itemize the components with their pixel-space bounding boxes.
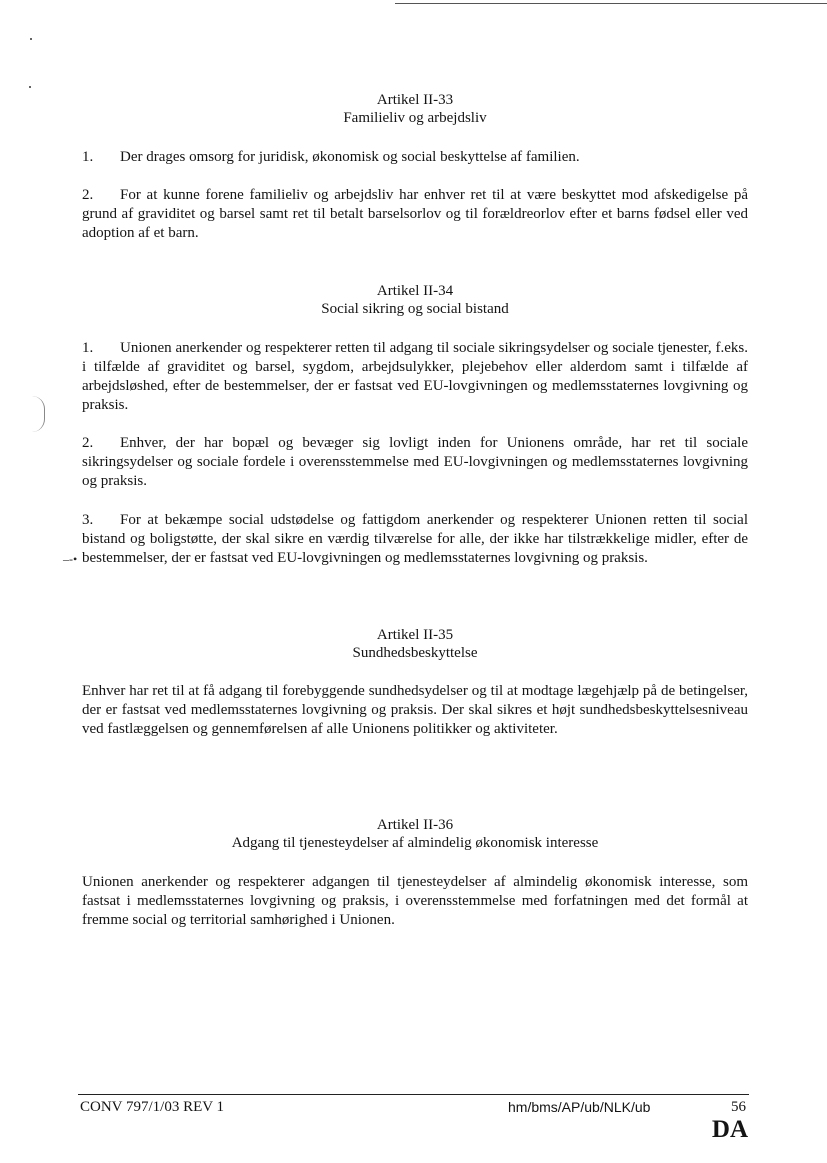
article-title: Sundhedsbeskyttelse	[352, 645, 478, 661]
article-ii-33-para-2	[82, 186, 748, 243]
article-ii-34-para-3	[82, 511, 748, 568]
paragraph-number: 1.	[82, 340, 94, 356]
article-number: Artikel II-35	[376, 627, 454, 643]
article-number: Artikel II-33	[376, 92, 454, 108]
article-heading-ii-34	[82, 282, 748, 318]
paragraph-text: Enhver, der har bopæl og bevæger sig lovligt inden for Unionens område, har ret til sociale sikringsydelser og sociale fordele i overensstemmelse med EU-lovgivningen og medlemsstaternes lovgivning og praksis.	[82, 435, 748, 489]
paragraph-text: For at kunne forene familieliv og arbejdsliv har enhver ret til at være beskyttet mod afskedigelse på grund af graviditet og barsel samt ret til betalt barselsorlov og til forældreorlov efter et barns fødsel eller ved adoption af et barn.	[82, 187, 748, 241]
paragraph-text: For at bekæmpe social udstødelse og fattigdom anerkender og respekterer Unionen retten til social bistand og boligstøtte, der skal sikre en værdig tilværelse for alle, der ikke har tilstrækkelige midler, efter de bestemmelser, der er fastsat ved EU-lovgivningen og medlemsstaternes lovgivning og praksis.	[82, 512, 748, 566]
article-ii-36-para	[82, 873, 748, 930]
stray-ink-mark: –-•	[63, 552, 78, 566]
article-number: Artikel II-36	[376, 817, 454, 833]
article-title: Familieliv og arbejdsliv	[343, 110, 487, 126]
article-title: Social sikring og social bistand	[321, 301, 509, 317]
article-ii-35-para	[82, 682, 748, 739]
article-heading-ii-36	[82, 816, 748, 852]
punch-hole-mark	[32, 396, 45, 432]
article-ii-33-para-1	[82, 148, 748, 167]
article-ii-34-para-2	[82, 434, 748, 491]
scan-speck	[29, 86, 31, 88]
paragraph-number: 3.	[82, 512, 94, 528]
article-title: Adgang til tjenesteydelser af almindelig økonomisk interesse	[231, 835, 599, 851]
article-heading-ii-35	[82, 626, 748, 662]
top-scan-rule	[395, 3, 827, 4]
article-heading-ii-33	[82, 91, 748, 127]
paragraph-text: Unionen anerkender og respekterer retten til adgang til sociale sikringsydelser og sociale tjenester, f.eks. i tilfælde af graviditet og barsel, sygdom, arbejdsulykker, plejebehov eller alderdom samt i tilfælde af arbejdsløshed, efter de bestemmelser, der er fastsat ved EU-lovgivningen og medlemsstaternes lovgivning og praksis.	[82, 340, 748, 413]
footer-author-codes: hm/bms/AP/ub/NLK/ub	[508, 1099, 651, 1115]
article-ii-34-para-1	[82, 339, 748, 415]
scan-speck	[30, 38, 32, 40]
paragraph-number: 2.	[82, 187, 94, 203]
article-number: Artikel II-34	[376, 283, 454, 299]
paragraph-text: Der drages omsorg for juridisk, økonomisk og social beskyttelse af familien.	[120, 149, 580, 165]
footer-document-reference: CONV 797/1/03 REV 1	[80, 1099, 225, 1115]
paragraph-number: 2.	[82, 435, 94, 451]
footer-language-code: DA	[711, 1116, 748, 1143]
footer-page-number: 56	[731, 1099, 746, 1115]
paragraph-number: 1.	[82, 149, 94, 165]
paragraph-text: Unionen anerkender og respekterer adgangen til tjenesteydelser af almindelig økonomisk interesse, som fastsat i medlemsstaternes lovgivning og praksis, i overensstemmelse med forfatningen med det formål at fremme social og territorial samhørighed i Unionen.	[82, 874, 748, 928]
footer-rule	[78, 1094, 749, 1095]
paragraph-text: Enhver har ret til at få adgang til forebyggende sundhedsydelser og til at modtage lægehjælp på de betingelser, der er fastsat ved medlemsstaternes lovgivning og praksis. Der skal sikres et højt sundhedsbeskyttelsesniveau ved fastlæggelsen og gennemførelsen af alle Unionens politikker og aktiviteter.	[82, 683, 748, 737]
